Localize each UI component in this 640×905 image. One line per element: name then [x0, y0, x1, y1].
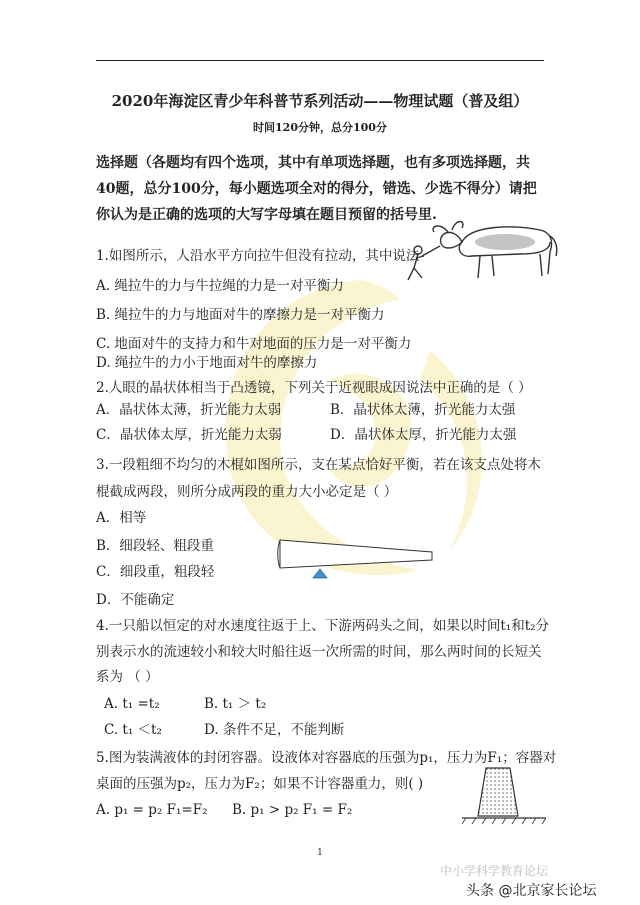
q5-option-a: A. p₁ = p₂ F₁=F₂ — [96, 802, 208, 818]
q4-option-b: B. t₁ ＞ t₂ — [204, 696, 267, 712]
q3-stem-line2: 棍截成两段，则所分成两段的重力大小必定是（ ） — [96, 484, 398, 500]
q4-option-a: A. t₁ =t₂ — [104, 696, 160, 712]
q3-option-c: C．细段重，粗段轻 — [96, 564, 215, 580]
fulcrum-icon — [313, 569, 327, 578]
q5-stem-line2: 桌面的压强为p₂，压力为F₂；如果不计容器重力，则( ) — [96, 776, 424, 792]
q2-stem: 2.人眼的晶状体相当于凸透镜，下列关于近视眼成因说法中正确的是（ ） — [96, 380, 532, 396]
q4-stem-line3: 系为 （ ） — [96, 669, 159, 685]
liquid-container-figure — [462, 764, 546, 826]
q2-option-c: C．晶状体太厚，折光能力太弱 — [96, 427, 282, 443]
q4-option-c: C. t₁ ＜t₂ — [104, 722, 162, 738]
exam-time-info: 时间120分钟，总分100分 — [253, 121, 387, 134]
page-title: 2020年海淀区青少年科普节系列活动——物理试题（普及组） — [111, 92, 529, 110]
q5-stem-line1: 5.图为装满液体的封闭容器。设液体对容器底的压强为p₁，压力为F₁；容器对 — [96, 750, 557, 766]
q4-option-d: D. 条件不足，不能判断 — [204, 722, 345, 738]
cow-pulling-figure — [400, 212, 560, 292]
q2-option-d: D．晶状体太厚，折光能力太强 — [330, 427, 517, 443]
q2-option-a: A．晶状体太薄，折光能力太弱 — [96, 402, 282, 418]
q3-option-a: A．相等 — [96, 510, 147, 526]
watermark-text-light: 中小学科学教育论坛 — [440, 864, 549, 878]
q4-stem-line1: 4.一只船以恒定的对水速度往返于上、下游两码头之间，如果以时间t₁和t₂分 — [96, 618, 550, 634]
q3-option-b: B．细段轻、粗段重 — [96, 538, 214, 554]
q1-option-d: D. 绳拉牛的力小于地面对牛的摩擦力 — [96, 355, 318, 371]
q4-stem-line2: 别表示水的流速较小和较大时船往返一次所需的时间，那么两时间的长短关 — [96, 644, 542, 660]
q3-stem-line1: 3.一段粗细不均匀的木棍如图所示，支在某点恰好平衡，若在该支点处将木 — [96, 457, 541, 473]
q3-option-d: D．不能确定 — [96, 592, 175, 608]
watermark-text-dark: 头条 @北京家长论坛 — [462, 880, 600, 900]
q1-option-b: B. 绳拉牛的力与地面对牛的摩擦力是一对平衡力 — [96, 307, 385, 323]
q2-option-b: B．晶状体太薄，折光能力太强 — [330, 402, 516, 418]
q1-option-c: C. 地面对牛的支持力和牛对地面的压力是一对平衡力 — [96, 336, 412, 352]
q1-option-a: A. 绳拉牛的力与牛拉绳的力是一对平衡力 — [96, 278, 344, 294]
page-number: 1 — [317, 848, 323, 858]
instructions: 选择题（各题均有四个选项，其中有单项选择题，也有多项选择题，共40题，总分100分，每小题选项全对的得分，错选、少选不得分）请把你认为是正确的选项的大写字母填在题目预留的括号里. — [96, 155, 537, 223]
q1-stem: 1.如图所示，人沿水平方向拉牛但没有拉动，其中说法 — [96, 248, 420, 264]
header-rule — [96, 60, 544, 61]
q5-option-b: B. p₁ > p₂ F₁ = F₂ — [232, 802, 353, 818]
tapered-stick-figure — [276, 538, 436, 580]
